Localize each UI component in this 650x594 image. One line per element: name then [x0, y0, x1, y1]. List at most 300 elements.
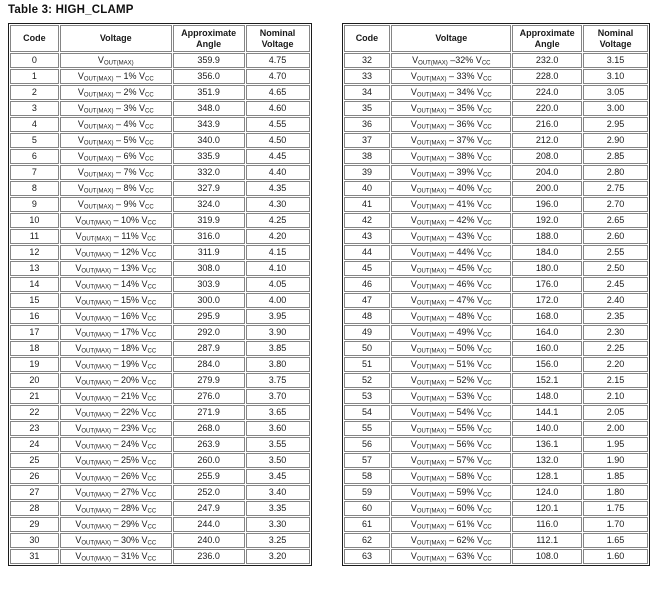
approximate-angle-cell: 188.0: [512, 229, 582, 244]
approximate-angle-cell: 156.0: [512, 357, 582, 372]
nominal-voltage-cell: 2.90: [583, 133, 648, 148]
nominal-voltage-cell: 1.80: [583, 485, 648, 500]
approximate-angle-cell: 244.0: [173, 517, 245, 532]
voltage-cell: $V_{OUT(MAX)} - 63\%$ $V_{CC}$: [391, 549, 511, 564]
nominal-voltage-cell: 3.45: [246, 469, 310, 484]
approximate-angle-cell: 148.0: [512, 389, 582, 404]
voltage-cell: $V_{OUT(MAX)} - 49\%$ $V_{CC}$: [391, 325, 511, 340]
approximate-angle-cell: 255.9: [173, 469, 245, 484]
voltage-cell: $V_{OUT(MAX)} - 22\%$ $V_{CC}$: [60, 405, 172, 420]
approximate-angle-cell: 287.9: [173, 341, 245, 356]
column-header-approximate-angle: Approximate Angle: [512, 25, 582, 52]
table-row: [344, 373, 649, 388]
code-cell: 13: [10, 261, 59, 276]
nominal-voltage-cell: 1.75: [583, 501, 648, 516]
table-row: [10, 485, 310, 500]
nominal-voltage-cell: 4.10: [246, 261, 310, 276]
code-cell: 23: [10, 421, 59, 436]
code-cell: 47: [344, 293, 391, 308]
code-cell: 9: [10, 197, 59, 212]
table-row: [10, 117, 310, 132]
table-header-row: [10, 25, 310, 52]
nominal-voltage-cell: 2.60: [583, 229, 648, 244]
table-row: [344, 213, 649, 228]
table-row: [10, 341, 310, 356]
nominal-voltage-cell: 2.40: [583, 293, 648, 308]
code-cell: 10: [10, 213, 59, 228]
code-cell: 33: [344, 69, 391, 84]
voltage-cell: $V_{OUT(MAX)} - 35\%$ $V_{CC}$: [391, 101, 511, 116]
table-row: [344, 421, 649, 436]
nominal-voltage-cell: 4.25: [246, 213, 310, 228]
approximate-angle-cell: 351.9: [173, 85, 245, 100]
code-cell: 18: [10, 341, 59, 356]
column-header-voltage: Voltage: [60, 25, 172, 52]
code-cell: 52: [344, 373, 391, 388]
code-cell: 36: [344, 117, 391, 132]
code-cell: 59: [344, 485, 391, 500]
approximate-angle-cell: 136.1: [512, 437, 582, 452]
voltage-cell: $V_{OUT(MAX)} - 33\%$ $V_{CC}$: [391, 69, 511, 84]
approximate-angle-cell: 268.0: [173, 421, 245, 436]
nominal-voltage-cell: 3.70: [246, 389, 310, 404]
approximate-angle-cell: 271.9: [173, 405, 245, 420]
table-row: [344, 533, 649, 548]
approximate-angle-cell: 260.0: [173, 453, 245, 468]
nominal-voltage-cell: 3.95: [246, 309, 310, 324]
table-row: [10, 517, 310, 532]
table-row: [10, 277, 310, 292]
approximate-angle-cell: 220.0: [512, 101, 582, 116]
voltage-cell: $V_{OUT(MAX)} - 56\%$ $V_{CC}$: [391, 437, 511, 452]
table-row: [10, 501, 310, 516]
approximate-angle-cell: 247.9: [173, 501, 245, 516]
approximate-angle-cell: 168.0: [512, 309, 582, 324]
nominal-voltage-cell: 2.35: [583, 309, 648, 324]
nominal-voltage-cell: 1.95: [583, 437, 648, 452]
nominal-voltage-cell: 2.95: [583, 117, 648, 132]
table-row: [10, 437, 310, 452]
nominal-voltage-cell: 3.35: [246, 501, 310, 516]
table-title: Table 3: HIGH_CLAMP: [8, 4, 134, 16]
table-row: [10, 357, 310, 372]
approximate-angle-cell: 144.1: [512, 405, 582, 420]
voltage-cell: $V_{OUT(MAX)} - 29\%$ $V_{CC}$: [60, 517, 172, 532]
approximate-angle-cell: 356.0: [173, 69, 245, 84]
code-cell: 6: [10, 149, 59, 164]
voltage-cell: $V_{OUT(MAX)} - 26\%$ $V_{CC}$: [60, 469, 172, 484]
approximate-angle-cell: 140.0: [512, 421, 582, 436]
code-cell: 29: [10, 517, 59, 532]
nominal-voltage-cell: 3.30: [246, 517, 310, 532]
table-row: [344, 117, 649, 132]
approximate-angle-cell: 327.9: [173, 181, 245, 196]
nominal-voltage-cell: 2.25: [583, 341, 648, 356]
code-cell: 17: [10, 325, 59, 340]
voltage-cell: $V_{OUT(MAX)}$ –32% $V_{CC}$: [391, 53, 511, 68]
table-row: [10, 165, 310, 180]
voltage-cell: $V_{OUT(MAX)} - 24\%$ $V_{CC}$: [60, 437, 172, 452]
voltage-cell: $V_{OUT(MAX)} - 46\%$ $V_{CC}$: [391, 277, 511, 292]
code-cell: 37: [344, 133, 391, 148]
nominal-voltage-cell: 3.50: [246, 453, 310, 468]
code-cell: 4: [10, 117, 59, 132]
code-cell: 56: [344, 437, 391, 452]
code-cell: 21: [10, 389, 59, 404]
voltage-cell: $V_{OUT(MAX)} - 12\%$ $V_{CC}$: [60, 245, 172, 260]
table-row: [344, 69, 649, 84]
table-row: [10, 133, 310, 148]
nominal-voltage-cell: 3.25: [246, 533, 310, 548]
voltage-cell: $V_{OUT(MAX)} - 45\%$ $V_{CC}$: [391, 261, 511, 276]
approximate-angle-cell: 340.0: [173, 133, 245, 148]
approximate-angle-cell: 112.1: [512, 533, 582, 548]
code-cell: 38: [344, 149, 391, 164]
code-cell: 19: [10, 357, 59, 372]
table-row: [344, 229, 649, 244]
nominal-voltage-cell: 3.20: [246, 549, 310, 564]
high-clamp-table-codes-32-63: [342, 23, 650, 566]
approximate-angle-cell: 303.9: [173, 277, 245, 292]
table-row: [10, 229, 310, 244]
table-row: [344, 389, 649, 404]
approximate-angle-cell: 204.0: [512, 165, 582, 180]
column-header-nominal-voltage: Nominal Voltage: [583, 25, 648, 52]
code-cell: 8: [10, 181, 59, 196]
voltage-cell: $V_{OUT(MAX)} - 58\%$ $V_{CC}$: [391, 469, 511, 484]
nominal-voltage-cell: 2.75: [583, 181, 648, 196]
code-cell: 12: [10, 245, 59, 260]
nominal-voltage-cell: 2.80: [583, 165, 648, 180]
table-row: [344, 469, 649, 484]
approximate-angle-cell: 319.9: [173, 213, 245, 228]
code-cell: 31: [10, 549, 59, 564]
code-cell: 32: [344, 53, 391, 68]
nominal-voltage-cell: 3.60: [246, 421, 310, 436]
approximate-angle-cell: 343.9: [173, 117, 245, 132]
approximate-angle-cell: 132.0: [512, 453, 582, 468]
nominal-voltage-cell: 2.10: [583, 389, 648, 404]
code-cell: 45: [344, 261, 391, 276]
table-row: [344, 181, 649, 196]
nominal-voltage-cell: 1.70: [583, 517, 648, 532]
code-cell: 53: [344, 389, 391, 404]
column-header-voltage: Voltage: [391, 25, 511, 52]
approximate-angle-cell: 292.0: [173, 325, 245, 340]
nominal-voltage-cell: 4.70: [246, 69, 310, 84]
voltage-cell: $V_{OUT(MAX)} - 9\%$ $V_{CC}$: [60, 197, 172, 212]
approximate-angle-cell: 128.1: [512, 469, 582, 484]
nominal-voltage-cell: 3.65: [246, 405, 310, 420]
nominal-voltage-cell: 2.05: [583, 405, 648, 420]
approximate-angle-cell: 228.0: [512, 69, 582, 84]
code-cell: 44: [344, 245, 391, 260]
approximate-angle-cell: 359.9: [173, 53, 245, 68]
column-header-approximate-angle: Approximate Angle: [173, 25, 245, 52]
voltage-cell: $V_{OUT(MAX)} - 7\%$ $V_{CC}$: [60, 165, 172, 180]
code-cell: 28: [10, 501, 59, 516]
table-row: [10, 213, 310, 228]
nominal-voltage-cell: 2.45: [583, 277, 648, 292]
column-header-code: Code: [10, 25, 59, 52]
code-cell: 26: [10, 469, 59, 484]
nominal-voltage-cell: 3.55: [246, 437, 310, 452]
table-row: [344, 197, 649, 212]
voltage-cell: $V_{OUT(MAX)} - 51\%$ $V_{CC}$: [391, 357, 511, 372]
code-cell: 0: [10, 53, 59, 68]
voltage-cell: $V_{OUT(MAX)} - 38\%$ $V_{CC}$: [391, 149, 511, 164]
voltage-cell: $V_{OUT(MAX)} - 43\%$ $V_{CC}$: [391, 229, 511, 244]
nominal-voltage-cell: 1.90: [583, 453, 648, 468]
table-row: [344, 53, 649, 68]
table-row: [10, 421, 310, 436]
code-cell: 40: [344, 181, 391, 196]
approximate-angle-cell: 300.0: [173, 293, 245, 308]
code-cell: 42: [344, 213, 391, 228]
code-cell: 15: [10, 293, 59, 308]
approximate-angle-cell: 180.0: [512, 261, 582, 276]
table-row: [10, 293, 310, 308]
table-body: [344, 53, 649, 564]
nominal-voltage-cell: 4.50: [246, 133, 310, 148]
nominal-voltage-cell: 3.10: [583, 69, 648, 84]
voltage-cell: $V_{OUT(MAX)} - 57\%$ $V_{CC}$: [391, 453, 511, 468]
table-row: [10, 453, 310, 468]
code-cell: 20: [10, 373, 59, 388]
voltage-cell: $V_{OUT(MAX)} - 15\%$ $V_{CC}$: [60, 293, 172, 308]
approximate-angle-cell: 308.0: [173, 261, 245, 276]
table-row: [344, 517, 649, 532]
code-cell: 39: [344, 165, 391, 180]
table-row: [344, 405, 649, 420]
table-row: [344, 485, 649, 500]
voltage-cell: $V_{OUT(MAX)} - 13\%$ $V_{CC}$: [60, 261, 172, 276]
approximate-angle-cell: 295.9: [173, 309, 245, 324]
table-row: [344, 309, 649, 324]
voltage-cell: $V_{OUT(MAX)} - 20\%$ $V_{CC}$: [60, 373, 172, 388]
nominal-voltage-cell: 2.15: [583, 373, 648, 388]
approximate-angle-cell: 276.0: [173, 389, 245, 404]
code-cell: 30: [10, 533, 59, 548]
nominal-voltage-cell: 2.65: [583, 213, 648, 228]
voltage-cell: $V_{OUT(MAX)} - 6\%$ $V_{CC}$: [60, 149, 172, 164]
voltage-cell: $V_{OUT(MAX)} - 30\%$ $V_{CC}$: [60, 533, 172, 548]
approximate-angle-cell: 232.0: [512, 53, 582, 68]
voltage-cell: $V_{OUT(MAX)} - 61\%$ $V_{CC}$: [391, 517, 511, 532]
voltage-cell: $V_{OUT(MAX)} - 50\%$ $V_{CC}$: [391, 341, 511, 356]
approximate-angle-cell: 263.9: [173, 437, 245, 452]
approximate-angle-cell: 184.0: [512, 245, 582, 260]
voltage-cell: $V_{OUT(MAX)} - 34\%$ $V_{CC}$: [391, 85, 511, 100]
table-row: [10, 101, 310, 116]
voltage-cell: $V_{OUT(MAX)} - 10\%$ $V_{CC}$: [60, 213, 172, 228]
nominal-voltage-cell: 1.60: [583, 549, 648, 564]
table-row: [10, 181, 310, 196]
approximate-angle-cell: 311.9: [173, 245, 245, 260]
voltage-cell: $V_{OUT(MAX)} - 59\%$ $V_{CC}$: [391, 485, 511, 500]
code-cell: 14: [10, 277, 59, 292]
code-cell: 3: [10, 101, 59, 116]
voltage-cell: $V_{OUT(MAX)} - 27\%$ $V_{CC}$: [60, 485, 172, 500]
voltage-cell: $V_{OUT(MAX)} - 42\%$ $V_{CC}$: [391, 213, 511, 228]
table-row: [10, 373, 310, 388]
voltage-cell: $V_{OUT(MAX)} - 25\%$ $V_{CC}$: [60, 453, 172, 468]
table-row: [344, 341, 649, 356]
table-row: [344, 325, 649, 340]
voltage-cell: $V_{OUT(MAX)} - 48\%$ $V_{CC}$: [391, 309, 511, 324]
voltage-cell: $V_{OUT(MAX)} - 39\%$ $V_{CC}$: [391, 165, 511, 180]
nominal-voltage-cell: 4.35: [246, 181, 310, 196]
code-cell: 22: [10, 405, 59, 420]
voltage-cell: $V_{OUT(MAX)} - 14\%$ $V_{CC}$: [60, 277, 172, 292]
table-row: [10, 197, 310, 212]
table-row: [10, 245, 310, 260]
nominal-voltage-cell: 4.45: [246, 149, 310, 164]
approximate-angle-cell: 160.0: [512, 341, 582, 356]
table-row: [344, 133, 649, 148]
voltage-cell: $V_{OUT(MAX)} - 52\%$ $V_{CC}$: [391, 373, 511, 388]
code-cell: 25: [10, 453, 59, 468]
approximate-angle-cell: 116.0: [512, 517, 582, 532]
approximate-angle-cell: 172.0: [512, 293, 582, 308]
table-row: [10, 85, 310, 100]
nominal-voltage-cell: 4.20: [246, 229, 310, 244]
nominal-voltage-cell: 3.00: [583, 101, 648, 116]
voltage-cell: $V_{OUT(MAX)} - 21\%$ $V_{CC}$: [60, 389, 172, 404]
nominal-voltage-cell: 2.50: [583, 261, 648, 276]
nominal-voltage-cell: 2.70: [583, 197, 648, 212]
voltage-cell: $V_{OUT(MAX)} - 17\%$ $V_{CC}$: [60, 325, 172, 340]
code-cell: 49: [344, 325, 391, 340]
table-row: [344, 277, 649, 292]
voltage-cell: $V_{OUT(MAX)} - 31\%$ $V_{CC}$: [60, 549, 172, 564]
tables-container: [8, 23, 650, 566]
voltage-cell: $V_{OUT(MAX)} - 55\%$ $V_{CC}$: [391, 421, 511, 436]
table-row: [10, 53, 310, 68]
approximate-angle-cell: 332.0: [173, 165, 245, 180]
approximate-angle-cell: 348.0: [173, 101, 245, 116]
voltage-cell: $V_{OUT(MAX)}$: [60, 53, 172, 68]
code-cell: 58: [344, 469, 391, 484]
table-row: [344, 501, 649, 516]
nominal-voltage-cell: 4.60: [246, 101, 310, 116]
table-row: [10, 389, 310, 404]
code-cell: 63: [344, 549, 391, 564]
nominal-voltage-cell: 1.65: [583, 533, 648, 548]
table-row: [10, 325, 310, 340]
approximate-angle-cell: 252.0: [173, 485, 245, 500]
table-row: [344, 437, 649, 452]
nominal-voltage-cell: 4.55: [246, 117, 310, 132]
code-cell: 60: [344, 501, 391, 516]
code-cell: 51: [344, 357, 391, 372]
nominal-voltage-cell: 2.85: [583, 149, 648, 164]
approximate-angle-cell: 124.0: [512, 485, 582, 500]
voltage-cell: $V_{OUT(MAX)} - 23\%$ $V_{CC}$: [60, 421, 172, 436]
voltage-cell: $V_{OUT(MAX)} - 54\%$ $V_{CC}$: [391, 405, 511, 420]
table-row: [344, 149, 649, 164]
voltage-cell: $V_{OUT(MAX)} - 4\%$ $V_{CC}$: [60, 117, 172, 132]
nominal-voltage-cell: 1.85: [583, 469, 648, 484]
approximate-angle-cell: 224.0: [512, 85, 582, 100]
nominal-voltage-cell: 4.75: [246, 53, 310, 68]
table-row: [344, 101, 649, 116]
nominal-voltage-cell: 2.20: [583, 357, 648, 372]
code-cell: 62: [344, 533, 391, 548]
voltage-cell: $V_{OUT(MAX)} - 18\%$ $V_{CC}$: [60, 341, 172, 356]
code-cell: 34: [344, 85, 391, 100]
approximate-angle-cell: 335.9: [173, 149, 245, 164]
table-row: [344, 357, 649, 372]
nominal-voltage-cell: 4.40: [246, 165, 310, 180]
nominal-voltage-cell: 4.30: [246, 197, 310, 212]
nominal-voltage-cell: 2.30: [583, 325, 648, 340]
nominal-voltage-cell: 3.85: [246, 341, 310, 356]
code-cell: 27: [10, 485, 59, 500]
approximate-angle-cell: 176.0: [512, 277, 582, 292]
code-cell: 24: [10, 437, 59, 452]
table-row: [344, 549, 649, 564]
code-cell: 7: [10, 165, 59, 180]
code-cell: 1: [10, 69, 59, 84]
approximate-angle-cell: 164.0: [512, 325, 582, 340]
voltage-cell: $V_{OUT(MAX)} - 5\%$ $V_{CC}$: [60, 133, 172, 148]
voltage-cell: $V_{OUT(MAX)} - 40\%$ $V_{CC}$: [391, 181, 511, 196]
nominal-voltage-cell: 3.05: [583, 85, 648, 100]
table-row: [344, 245, 649, 260]
voltage-cell: $V_{OUT(MAX)} - 62\%$ $V_{CC}$: [391, 533, 511, 548]
nominal-voltage-cell: 4.15: [246, 245, 310, 260]
approximate-angle-cell: 316.0: [173, 229, 245, 244]
table-header-row: [344, 25, 649, 52]
approximate-angle-cell: 192.0: [512, 213, 582, 228]
nominal-voltage-cell: 2.00: [583, 421, 648, 436]
voltage-cell: $V_{OUT(MAX)} - 8\%$ $V_{CC}$: [60, 181, 172, 196]
approximate-angle-cell: 279.9: [173, 373, 245, 388]
nominal-voltage-cell: 3.80: [246, 357, 310, 372]
voltage-cell: $V_{OUT(MAX)} - 47\%$ $V_{CC}$: [391, 293, 511, 308]
voltage-cell: $V_{OUT(MAX)} - 60\%$ $V_{CC}$: [391, 501, 511, 516]
approximate-angle-cell: 196.0: [512, 197, 582, 212]
voltage-cell: $V_{OUT(MAX)} - 37\%$ $V_{CC}$: [391, 133, 511, 148]
table-row: [344, 165, 649, 180]
code-cell: 11: [10, 229, 59, 244]
voltage-cell: $V_{OUT(MAX)} - 36\%$ $V_{CC}$: [391, 117, 511, 132]
code-cell: 2: [10, 85, 59, 100]
high-clamp-table-codes-0-31: [8, 23, 312, 566]
table-body: [10, 53, 310, 564]
table-row: [10, 69, 310, 84]
code-cell: 41: [344, 197, 391, 212]
voltage-cell: $V_{OUT(MAX)} - 19\%$ $V_{CC}$: [60, 357, 172, 372]
code-cell: 54: [344, 405, 391, 420]
code-cell: 55: [344, 421, 391, 436]
nominal-voltage-cell: 4.05: [246, 277, 310, 292]
table-row: [10, 261, 310, 276]
column-header-nominal-voltage: Nominal Voltage: [246, 25, 310, 52]
table-row: [344, 293, 649, 308]
approximate-angle-cell: 208.0: [512, 149, 582, 164]
approximate-angle-cell: 216.0: [512, 117, 582, 132]
approximate-angle-cell: 108.0: [512, 549, 582, 564]
nominal-voltage-cell: 3.75: [246, 373, 310, 388]
table-row: [344, 85, 649, 100]
voltage-cell: $V_{OUT(MAX)} - 41\%$ $V_{CC}$: [391, 197, 511, 212]
code-cell: 43: [344, 229, 391, 244]
approximate-angle-cell: 200.0: [512, 181, 582, 196]
voltage-cell: $V_{OUT(MAX)} - 53\%$ $V_{CC}$: [391, 389, 511, 404]
nominal-voltage-cell: 3.15: [583, 53, 648, 68]
